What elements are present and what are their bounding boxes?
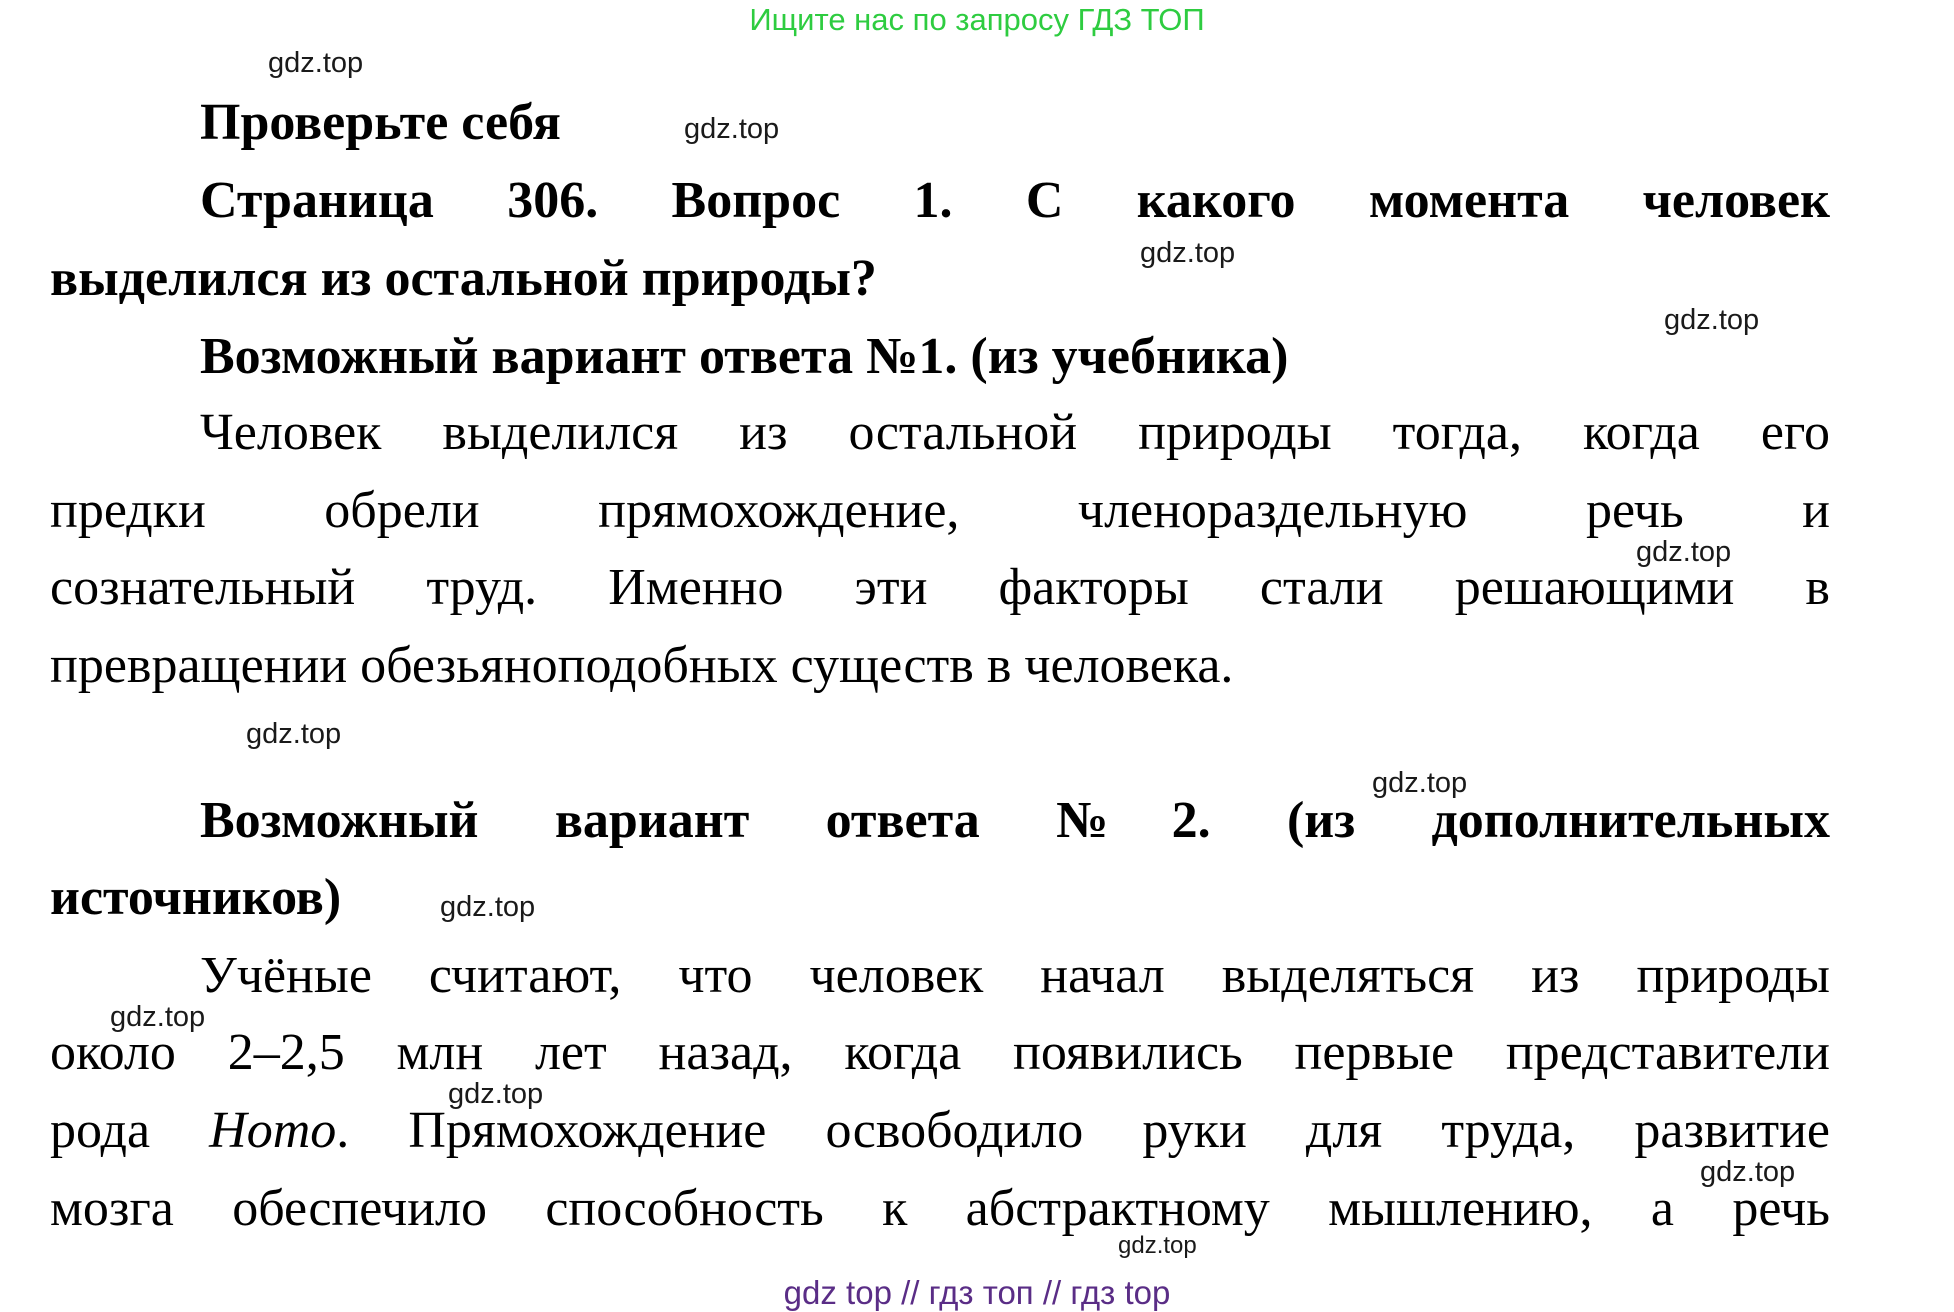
- answer-2-line-2: около 2–2,5 млн лет назад, когда появились первые представители: [50, 1024, 1830, 1081]
- watermark: gdz.top: [1636, 536, 1732, 568]
- question-line-1: Страница 306. Вопрос 1. С какого момента человек: [200, 172, 1830, 229]
- answer-2-title-line-2: источников): [50, 869, 342, 926]
- answer-1-line-3: сознательный труд. Именно эти факторы стали решающими в: [50, 559, 1830, 616]
- answer-2-line-1: Учёные считают, что человек начал выделяться из природы: [200, 947, 1830, 1004]
- watermark: gdz.top: [1118, 1232, 1197, 1259]
- watermark: gdz.top: [268, 47, 364, 79]
- genus-name: Homo: [209, 1102, 337, 1159]
- watermark: gdz.top: [1140, 237, 1236, 269]
- question-line-2: выделился из остальной природы?: [50, 250, 877, 307]
- section-heading: Проверьте себя: [200, 94, 561, 151]
- footer-watermark: gdz top // гдз топ // гдз top: [783, 1274, 1171, 1311]
- watermark: gdz.top: [110, 1001, 206, 1033]
- line-text: рода: [50, 1102, 210, 1159]
- line-text: . Прямохождение освободило руки для труда, развитие: [336, 1102, 1830, 1159]
- watermark: gdz.top: [1372, 767, 1468, 799]
- watermark: gdz.top: [684, 113, 780, 145]
- watermark: gdz.top: [246, 718, 342, 750]
- answer-1-line-4: превращении обезьяноподобных существ в человека.: [50, 637, 1234, 694]
- answer-1-line-2: предки обрели прямохождение, членораздельную речь и: [50, 482, 1830, 539]
- answer-1-title: Возможный вариант ответа №1. (из учебника): [200, 328, 1289, 385]
- answer-2-title-line-1: Возможный вариант ответа №2. (из дополнительных: [200, 792, 1830, 849]
- watermark: gdz.top: [440, 891, 536, 923]
- answer-2-line-4: мозга обеспечило способность к абстрактному мышлению, а речь: [50, 1180, 1830, 1237]
- answer-1-line-1: Человек выделился из остальной природы тогда, когда его: [200, 404, 1830, 461]
- watermark: gdz.top: [1664, 304, 1760, 336]
- answer-2-line-3: [50, 1100, 1830, 1162]
- watermark: gdz.top: [448, 1078, 544, 1110]
- search-banner: Ищите нас по запросу ГДЗ ТОП: [749, 2, 1205, 37]
- watermark: gdz.top: [1700, 1156, 1796, 1188]
